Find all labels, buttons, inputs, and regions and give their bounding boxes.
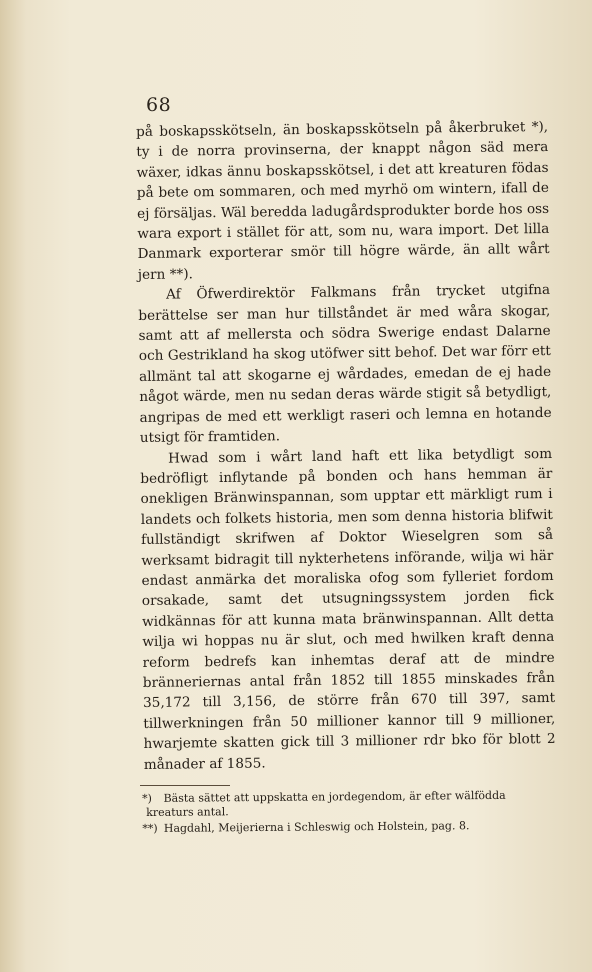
paragraph-forests: Af Öfwerdirektör Falkmans från trycket utgifna berättelse ser man hur tillståndet är med wåra skogar, samt att af mellersta och södra Swerige endast Dalarne och Gestrikland ha skog utöfwer sitt behof. Det war förr ett allmänt tal att skogarne ej wårdades, emedan de ej hade något wärde, men nu sedan deras wärde stigit så betydligt, angripas de med ett werkligt raseri och lemna en hotande utsigt för framtiden. — [138, 282, 552, 447]
footnote-mark: **) — [142, 821, 158, 836]
body-text — [136, 117, 556, 775]
paragraph-brannvin: Hwad som i wårt land haft ett lika betydligt som bedröfligt inflytande på bonden och hans hemman är onekligen Bränwinspannan, som upptar ett märkligt rum i landets och folkets historia, men som denna historia blifwit fullständigt skrifwen af Doktor Wieselgren som så werksamt bidragit till nykterhetens införande, wilja wi här endast anmärka det moraliska ofog som fylleriet fordom orsakade, samt det utsugningssystem jorden fick widkännas för att kunna mata bränwinspannan. Allt detta wilja wi hoppas nu är slut, och med hwilken kraft denna reform bedrefs kan inhemtas deraf att de mindre bränneriernas antal från 1852 till 1855 minskades från 35,172 till 3,156, de större från 670 till 397, samt tillwerkningen från 50 millioner kannor till 9 millioner, hwarjemte skatten gick till 3 millioner rdr bko för blott 2 månader af 1855. — [140, 445, 556, 773]
footnote-1 — [142, 788, 554, 820]
footnote-text: Bästa sättet att uppskatta en jordegendom, är efter wälfödda kreaturs antal. — [146, 788, 506, 819]
footnote-divider — [140, 785, 230, 786]
footnote-mark: *) — [142, 791, 152, 806]
paragraph-continued: på boskapsskötseln, än boskapsskötseln på åkerbruket *), ty i de norra provinserna, der knappt någon säd mera wäxer, idkas ännu boskapsskötsel, i det att kreaturen födas på bete om sommaren, och med myrhö om wintern, ifall de ej försäljas. Wäl beredda ladugårdsprodukter borde hos oss wara export i stället för att, som nu, wara import. Det lilla Danmark exporterar smör till högre wärde, än allt wårt jern **). — [136, 118, 550, 283]
footnote-text: Hagdahl, Meijerierna i Schleswig och Holstein, pag. 8. — [163, 819, 470, 835]
footnotes — [142, 788, 554, 838]
page-number: 68 — [146, 94, 172, 116]
page-spine-shadow — [0, 0, 26, 972]
footnote-2 — [142, 818, 554, 836]
